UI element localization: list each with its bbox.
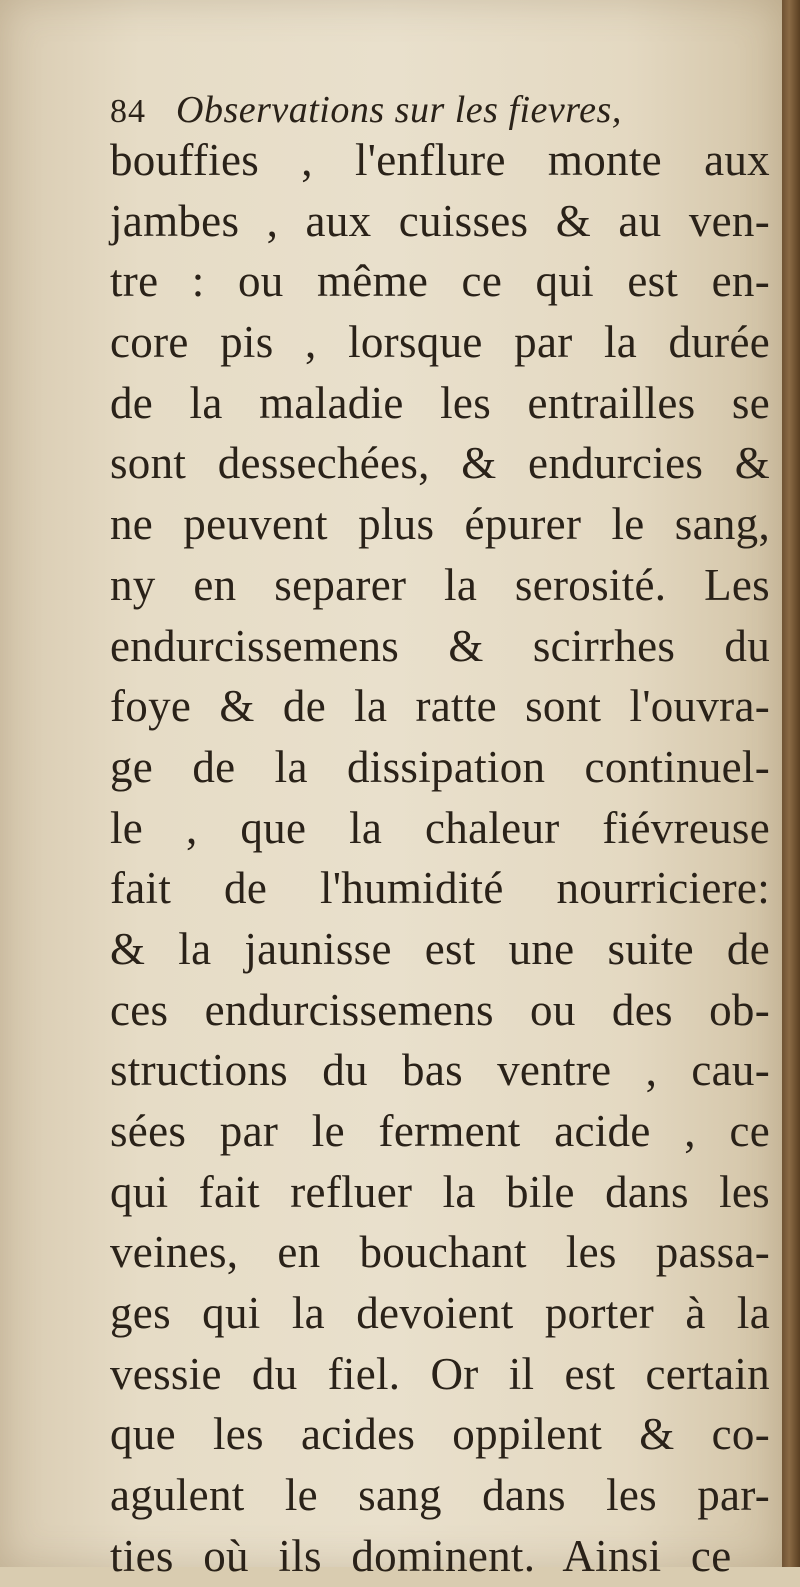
- text-line: bouffies , l'enflure monte aux: [110, 135, 770, 185]
- text-line: ties où ils dominent. Ainsi ce: [110, 1530, 732, 1581]
- text-line: foye & de la ratte sont l'ouvra-: [110, 681, 770, 732]
- text-line: agulent le sang dans les par-: [110, 1470, 770, 1521]
- text-line: le , que la chaleur fiévreuse: [110, 802, 770, 853]
- text-line: de la maladie les entrailles se: [110, 377, 770, 428]
- page-header: [110, 88, 750, 136]
- text-line: ces endurcissemens ou des ob-: [110, 984, 770, 1035]
- text-line: structions du bas ventre , cau-: [110, 1045, 770, 1096]
- text-line: que les acides oppilent & co-: [110, 1409, 770, 1460]
- text-line: core pis , lorsque par la durée: [110, 317, 770, 368]
- text-line: ges qui la devoient porter à la: [110, 1288, 770, 1339]
- page-edge: [782, 0, 800, 1567]
- text-line: vessie du fiel. Or il est certain: [110, 1348, 770, 1399]
- running-title: Observations sur les fievres,: [176, 89, 622, 131]
- text-line: tre : ou même ce qui est en-: [110, 256, 770, 307]
- text-line: fait de l'humidité nourriciere:: [110, 863, 770, 914]
- text-line: & la jaunisse est une suite de: [110, 923, 770, 974]
- page-number: 84: [110, 93, 146, 130]
- text-line: endurcissemens & scirrhes du: [110, 620, 770, 671]
- text-line: qui fait refluer la bile dans les: [110, 1166, 770, 1217]
- text-line: sont dessechées, & endurcies &: [110, 438, 770, 489]
- text-line: veines, en bouchant les passa-: [110, 1227, 770, 1278]
- text-line: ge de la dissipation continuel-: [110, 741, 770, 792]
- text-line: ny en separer la serosité. Les: [110, 559, 770, 610]
- text-line: jambes , aux cuisses & au ven-: [110, 195, 770, 246]
- text-line: sées par le ferment acide , ce: [110, 1106, 770, 1156]
- body-text: [110, 130, 770, 1587]
- text-line: ne peuvent plus épurer le sang,: [110, 499, 770, 550]
